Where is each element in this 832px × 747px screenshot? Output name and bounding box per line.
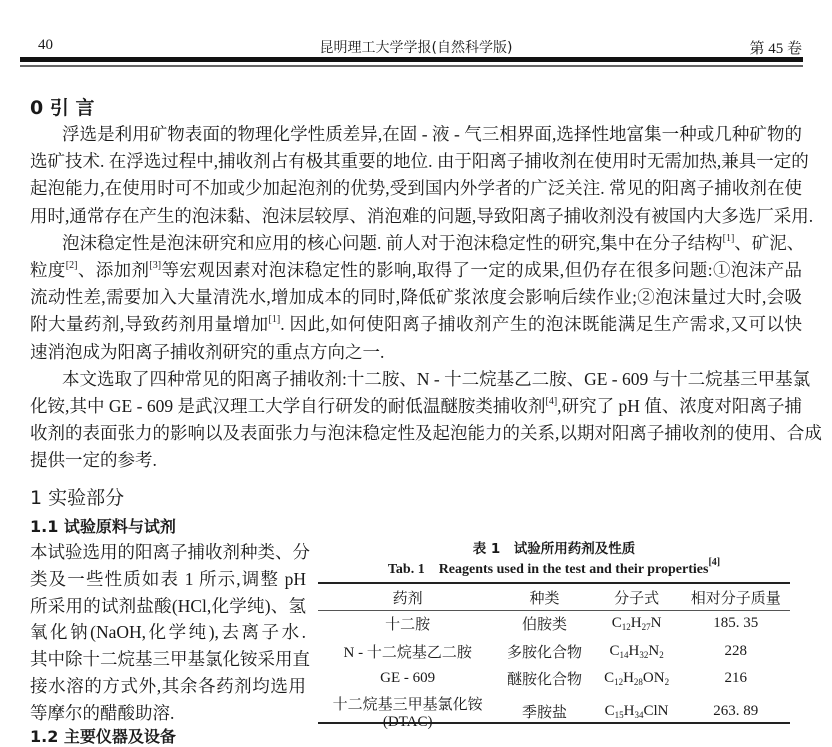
paragraph-line	[62, 122, 802, 146]
text-span: 附大量药剂,导致药剂用量增加	[30, 314, 269, 335]
paragraph-line	[30, 448, 802, 472]
paragraph-line	[30, 258, 802, 282]
text-span: ,研究了 pH 值、浓度对阳离子捕	[557, 396, 802, 416]
paragraph-line	[30, 285, 802, 309]
formula-subscript: 2	[664, 677, 670, 688]
formula-subscript: 28	[633, 677, 643, 688]
paragraph-line: 氧化钠(NaOH,化学纯),去离子水.	[30, 622, 306, 643]
cell-mass: 216	[724, 670, 747, 687]
cell-mass: 185. 35	[713, 615, 759, 632]
text-span: 粒度	[30, 260, 66, 280]
paragraph-line: 接水溶的方式外,其余各药剂均选用	[30, 676, 306, 696]
text-span: 化铵,其中 GE - 609 是武汉理工大学自行研发的耐低温醚胺类捕收剂	[30, 396, 546, 416]
text-span: 选矿技术. 在浮选过程中,捕收剂占有极其重要的地位. 由于阳离子捕收剂在使用时无需加热,兼具一定的	[30, 151, 809, 172]
cell-formula	[592, 638, 682, 666]
cell-reagent: GE - 609	[380, 670, 436, 687]
col-header-formula: 分子式	[614, 590, 660, 607]
section-heading-experiment: 1 实验部分	[30, 487, 125, 509]
paragraph-line	[30, 149, 809, 173]
paragraph-line	[30, 204, 814, 228]
cell-formula	[592, 665, 682, 693]
cell-formula	[592, 693, 682, 731]
cell-mass: 228	[724, 642, 747, 659]
formula-subscript: 12	[621, 622, 631, 633]
text-span: 用时,通常存在产生的泡沫黏、泡沫层较厚、消泡难的问题,导致阳离子捕收剂没有被国内大多选厂采用.	[30, 205, 814, 226]
reagents-table	[318, 584, 790, 731]
citation-ref: [4]	[545, 396, 558, 407]
formula-subscript: 12	[614, 677, 624, 688]
formula-subscript: 14	[619, 649, 629, 660]
formula-element: H	[623, 703, 635, 719]
formula-subscript: 15	[614, 710, 624, 720]
table-caption-ref: [4]	[708, 557, 721, 568]
paragraph-line	[62, 367, 811, 391]
paragraph-line	[30, 312, 802, 336]
text-span: 等宏观因素对泡沫稳定性的影响,取得了一定的成果,但仍存在很多问题:①泡沫产品	[161, 260, 803, 280]
formula-element: C	[604, 670, 615, 687]
cell-type: 季胺盐	[522, 705, 568, 721]
subsection-heading-instruments: 1.2 主要仪器及设备	[30, 727, 176, 746]
citation-ref: [1]	[722, 232, 735, 244]
text-span: 速消泡成为阳离子捕收剂研究的重点方向之一.	[30, 341, 385, 362]
table-row	[318, 693, 790, 731]
citation-ref: [2]	[65, 260, 78, 271]
header-rule	[20, 57, 803, 62]
paragraph-line	[30, 421, 822, 445]
text-span: 流动性差,需要加入大量清洗水,增加成本的同时,降低矿浆浓度会影响后续作业;②泡沫量过大时,会吸	[30, 287, 802, 308]
formula-element: N	[648, 642, 660, 659]
formula-element: ON	[642, 670, 665, 687]
paragraph-line: 本试验选用的阳离子捕收剂种类、分	[30, 542, 310, 562]
table-row	[318, 638, 790, 666]
formula-element: H	[628, 642, 640, 659]
formula-element: H	[623, 670, 634, 687]
paragraph-line	[30, 340, 802, 364]
text-span: 本文选取了四种常见的阳离子捕收剂:十二胺、N - 十二烷基乙二胺、GE - 609 与十二烷基三甲基氯	[62, 368, 811, 389]
paragraph-line: 等摩尔的醋酸助溶.	[30, 702, 175, 723]
col-header-reagent: 药剂	[392, 590, 423, 607]
citation-ref: [3]	[149, 260, 162, 271]
paragraph-line	[30, 176, 802, 200]
paragraph-line: 所采用的试剂盐酸(HCl,化学纯)、氢	[30, 595, 306, 616]
text-span: 、矿泥、	[734, 232, 805, 253]
text-span: 浮选是利用矿物表面的物理化学性质差异,在固 - 液 - 气三相界面,选择性地富集一种或几种矿物的	[62, 124, 802, 144]
text-span: 、添加剂	[77, 260, 150, 280]
formula-subscript: 2	[659, 649, 664, 660]
volume-label: 第 45 卷	[749, 41, 802, 57]
paragraph-line	[30, 394, 802, 418]
formula-subscript: 34	[634, 710, 644, 720]
cell-reagent: 十二烷基三甲基氯化铵(DTAC)	[332, 696, 483, 730]
text-span: 起泡能力,在使用时可不加或少加起泡剂的优势,受到国内外学者的广泛关注. 常见的阳离子捕收剂在使	[30, 178, 802, 199]
formula-subscript: 32	[639, 649, 649, 660]
citation-ref: [1]	[268, 314, 281, 326]
formula-element: C	[609, 642, 620, 659]
col-header-type: 种类	[529, 590, 560, 607]
table-caption-en	[318, 558, 790, 578]
cell-mass: 263. 89	[713, 703, 759, 719]
subsection-heading-materials: 1.1 试验原料与试剂	[30, 517, 176, 536]
paragraph-line: 类及一些性质如表 1 所示,调整 pH	[30, 568, 306, 589]
cell-formula	[592, 610, 682, 638]
table-header-row	[318, 584, 790, 610]
table-row	[318, 665, 790, 693]
col-header-mass: 相对分子质量	[690, 590, 781, 607]
paragraph-line	[62, 231, 805, 255]
cell-reagent: 十二胺	[385, 617, 431, 634]
formula-subscript: 27	[641, 622, 651, 633]
text-span: 提供一定的参考.	[30, 450, 157, 471]
formula-element: C	[604, 703, 615, 719]
text-span: 收剂的表面张力的影响以及表面张力与泡沫稳定性及起泡能力的关系,以期对阳离子捕收剂的使用、合成	[30, 423, 822, 444]
header-rule-thin	[20, 65, 803, 67]
cell-type: 醚胺化合物	[507, 672, 583, 689]
formula-element: ClN	[643, 703, 669, 719]
table-caption-en-text: Tab. 1 Reagents used in the test and their properties	[387, 562, 709, 577]
text-span: . 因此,如何使阳离子捕收剂产生的泡沫既能满足生产需求,又可以快	[280, 314, 803, 335]
cell-type: 多胺化合物	[507, 644, 583, 661]
formula-element: N	[650, 615, 662, 632]
text-span: 泡沫稳定性是泡沫研究和应用的核心问题. 前人对于泡沫稳定性的研究,集中在分子结构	[62, 232, 723, 253]
table-row	[318, 610, 790, 638]
journal-title: 昆明理工大学学报(自然科学版)	[319, 40, 513, 56]
section-heading-intro: 0 引 言	[30, 97, 95, 119]
formula-element: H	[630, 615, 642, 632]
paragraph-line: 其中除十二烷基三甲基氯化铵采用直	[30, 649, 310, 670]
cell-reagent: N - 十二烷基乙二胺	[343, 644, 472, 661]
page-number: 40	[38, 37, 53, 53]
formula-element: C	[611, 615, 622, 632]
table-caption-cn: 表 1 试验所用药剂及性质	[472, 541, 636, 557]
cell-type: 伯胺类	[522, 617, 568, 634]
